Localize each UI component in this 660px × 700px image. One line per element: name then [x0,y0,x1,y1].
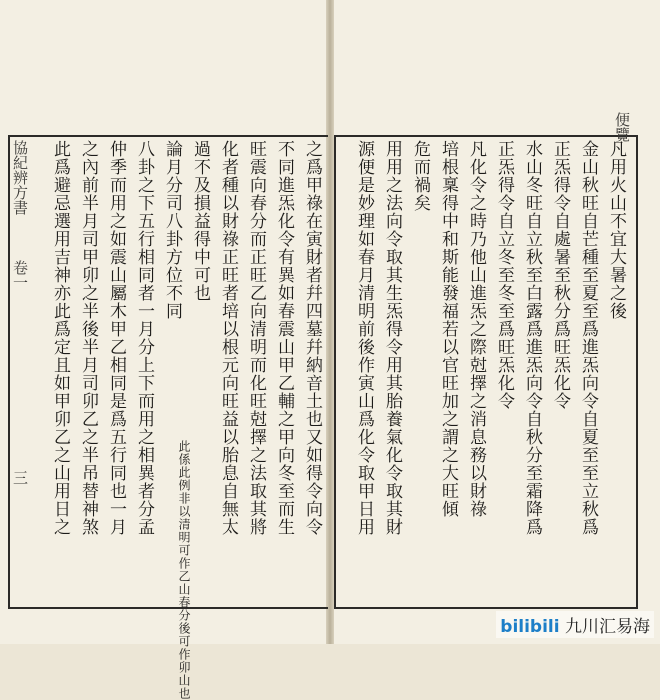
right-column-3: 正炁得令自處暑至秋分爲旺炁化令 [550,140,570,410]
right-column-10: 源便是妙理如春月清明前後作寅山爲化令取甲日用 [354,140,374,536]
right-column-4: 水山冬旺自立秋至白露爲進炁向令自秋分至霜降爲 [522,140,542,536]
left-column-2: 不同進炁化令有異如春震山甲乙輔之甲向冬至而生 [274,140,294,536]
bilibili-logo: bilibili [500,617,560,637]
right-column-6: 凡化令之時乃他山進炁之際尅擇之消息務以財祿 [466,140,486,518]
left-column-7: 八卦之下五行相同者一月分上下而用之相異者分孟 [134,140,154,536]
left-column-5: 過不及損益得中可也 [190,140,210,302]
margin-volume: 卷一 [11,260,29,290]
right-column-8: 危而禍矣 [410,140,430,212]
right-corner-mark: 便覽 [613,112,631,142]
left-column-6: 論月分司八卦方位不同 [162,140,182,320]
left-column-4: 化者種以財祿正旺者培以根元向旺益以胎息自無太 [218,140,238,536]
left-column-1: 之爲甲祿在寅財者幷四墓幷納音土也又如得令向令 [302,140,322,536]
margin-page: 三 [11,470,29,485]
left-column-9: 之內前半月司甲卯之半後半月司卯乙之半吊替神煞 [78,140,98,536]
right-column-5: 正炁得令自立冬至冬至爲旺炁化令 [494,140,514,410]
left-small-note: 此係此例非以清明可作乙山春分後可作卯山也 [177,440,191,700]
margin-title: 協紀辨方書 [11,140,29,215]
watermark [496,611,654,638]
right-column-9: 用用之法向令取其生炁得令用其胎養氣化令取其財 [382,140,402,536]
right-column-7: 培根稟得中和斯能發福若以官旺加之謂之大旺傾 [438,140,458,518]
left-column-10: 此爲避忌選用吉神亦此爲定且如甲卯乙之山用日之 [50,140,70,536]
right-column-1: 凡用火山不宜大暑之後 [606,140,626,320]
left-column-3: 旺震向春分而正旺乙向清明而化旺尅擇之法取其將 [246,140,266,536]
right-column-2: 金山秋旺自芒種至夏至爲進炁向令自夏至至立秋爲 [578,140,598,536]
watermark-text: 九川汇易海 [565,617,650,637]
left-column-8: 仲季而用之如震山屬木甲乙相同是爲五行同也一月 [106,140,126,536]
